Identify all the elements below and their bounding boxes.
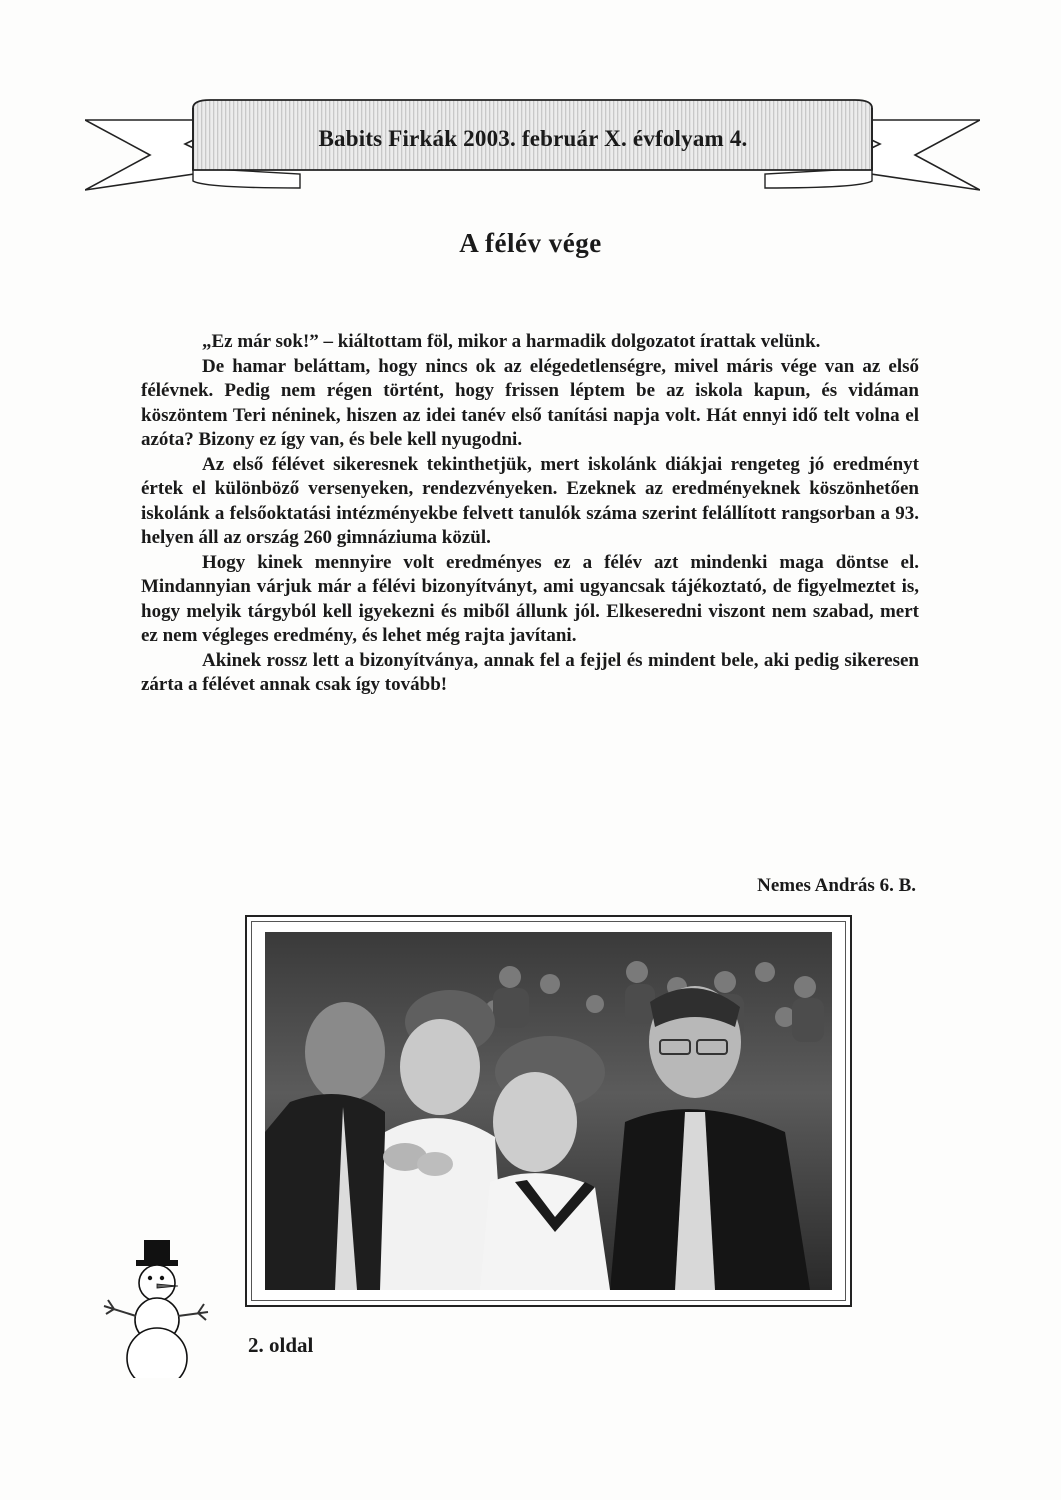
paragraph-1: „Ez már sok!” – kiáltottam föl, mikor a harmadik dolgozatot írattak velünk. [202, 331, 821, 352]
ceremony-photo [265, 932, 832, 1290]
page-number: 2. oldal [248, 1333, 314, 1357]
paragraph-3: Az első félévet sikeresnek tekinthetjük, mert iskolánk diákjai rengeteg jó eredményt értek el különböző versenyeken, rendezvényeken. Ezeknek az eredményeknek köszönhetően iskolánk a felsőoktatási intézményekbe felvett tanulók száma szerint felállított rangsorban a 93. helyen áll az ország 260 gimnáziuma közül. [141, 453, 919, 548]
paragraph-2: De hamar beláttam, hogy nincs ok az elégedetlenségre, mivel máris vége van az első félévnek. Pedig nem régen történt, hogy frissen léptem be az iskola kapun, és vidáman köszöntem Teri néninek, hiszen az idei tanév első tanítási napja volt. Hát ennyi idő telt volna el azóta? Bizony ez így van, és bele kell nyugodni. [141, 355, 919, 450]
photo-frame [245, 915, 852, 1307]
header-banner [85, 98, 980, 193]
banner-title: Babits Firkák 2003. február X. évfolyam 4. [318, 126, 748, 151]
article-title: A félév vége [459, 228, 602, 258]
author-signature: Nemes András 6. B. [757, 875, 916, 896]
paragraph-5: Akinek rossz lett a bizonyítványa, annak fel a fejjel és mindent bele, aki pedig sikeresen zárta a félévet annak csak így tovább! [141, 649, 919, 695]
snowman-illustration [96, 1238, 216, 1383]
paragraph-4: Hogy kinek mennyire volt eredményes ez a félév azt mindenki maga döntse el. Mindannyian várjuk már a félévi bizonyítványt, ami ugyancsak tájékoztató, de figyelmeztet is, hogy melyik tárgyból kell igyekezni és miből állunk jól. Elkeseredni viszont nem szabad, mert ez nem végleges eredmény, és lehet még rajta javítani. [141, 551, 919, 646]
article-body [141, 330, 919, 698]
